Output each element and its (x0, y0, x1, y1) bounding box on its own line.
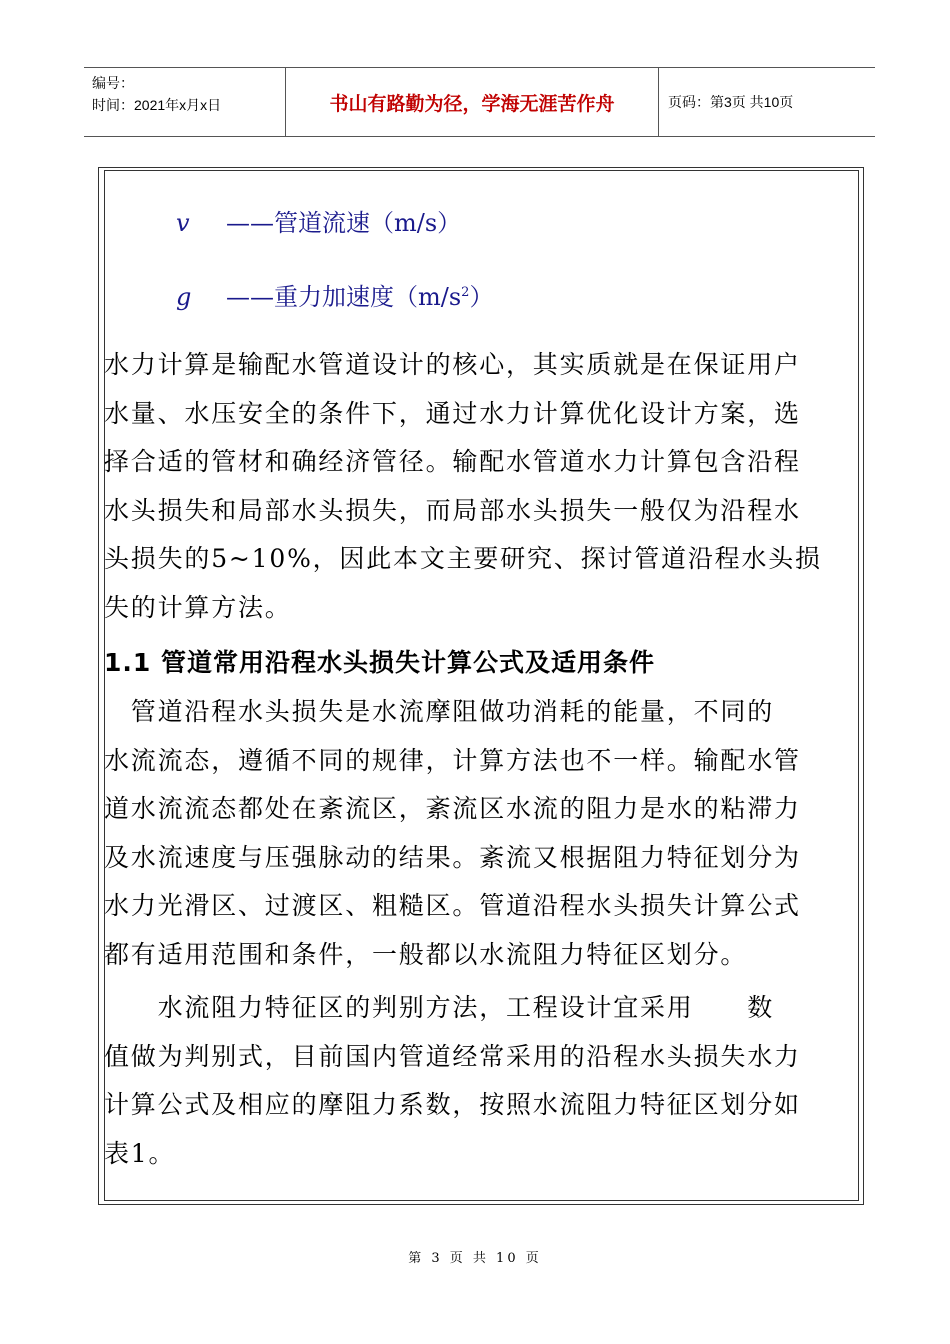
text-line: 都有适用范围和条件，一般都以水流阻力特征区划分。 (104, 939, 748, 969)
header-page-label: 页码：第3页 共10页 (668, 94, 794, 110)
text-line: 管道沿程水头损失是水流摩阻做功消耗的能量，不同的 (104, 697, 775, 726)
variable-g-line (176, 277, 493, 312)
time-label: 时间：2021年x月x日 (92, 97, 222, 113)
text-line: 值做为判别式，目前国内管道经常采用的沿程水头损失水力 (104, 1041, 801, 1071)
paragraph-flow-regime (104, 688, 849, 979)
text-line: 择合适的管材和确经济管径。输配水管道水力计算包含沿程 (104, 447, 801, 476)
text-line: 水力计算是输配水管道设计的核心，其实质就是在保证用户 (104, 350, 801, 379)
text-line: 及水流速度与压强脉动的结果。紊流又根据阻力特征划分为 (104, 842, 801, 872)
paragraph-criteria (104, 984, 849, 1178)
variable-definition: ——重力加速度（m/s (226, 283, 462, 311)
header-motto: 书山有路勤为径，学海无涯苦作舟 (329, 93, 615, 115)
text-line: 水量、水压安全的条件下，通过水力计算优化设计方案，选 (104, 398, 801, 428)
text-line: 水流阻力特征区的判别方法，工程设计宜采用 数 (104, 993, 775, 1022)
text-line: 水头损失和局部水头损失，而局部水头损失一般仅为沿程水 (104, 495, 801, 525)
variable-symbol: v (176, 209, 190, 237)
text-line: 水流流态，遵循不同的规律，计算方法也不一样。输配水管 (104, 745, 801, 775)
text-line: 计算公式及相应的摩阻力系数，按照水流阻力特征区划分如 (104, 1090, 801, 1119)
header-meta (92, 72, 221, 116)
text-line: 水力光滑区、过渡区、粗糙区。管道沿程水头损失计算公式 (104, 891, 801, 920)
text-line: 表1。 (104, 1138, 176, 1168)
paragraph-intro (104, 341, 849, 632)
variable-v-line (176, 203, 461, 238)
document-header (84, 67, 875, 137)
section-heading: 1.1 管道常用沿程水头损失计算公式及适用条件 (104, 648, 655, 677)
number-label: 编号： (92, 75, 134, 91)
text-line: 失的计算方法。 (104, 592, 292, 622)
variable-definition: ——管道流速（m/s） (226, 209, 462, 237)
variable-definition-tail: ） (469, 283, 494, 311)
variable-symbol: g (176, 283, 192, 311)
text-line: 头损失的5~10%，因此本文主要研究、探讨管道沿程水头损 (104, 544, 822, 573)
variable-superscript: 2 (461, 285, 470, 300)
text-line: 道水流流态都处在紊流区，紊流区水流的阻力是水的粘滞力 (104, 794, 801, 823)
page-footer: 第 3 页 共 10 页 (408, 1251, 542, 1266)
header-divider (658, 68, 659, 136)
